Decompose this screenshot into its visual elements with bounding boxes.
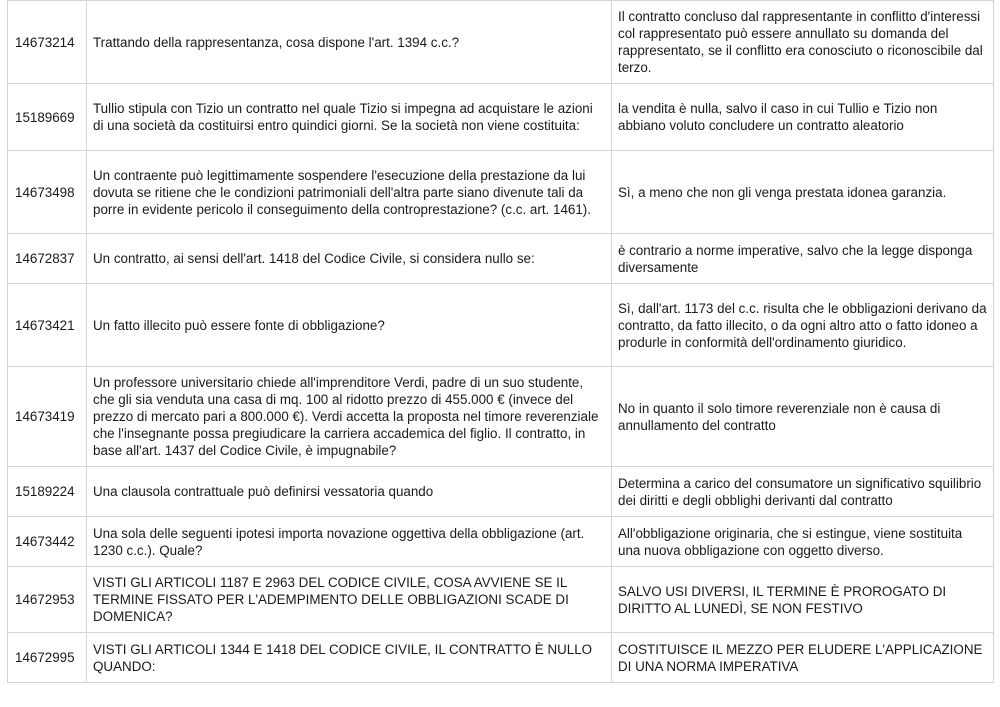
question-id: 14672837 (8, 234, 87, 284)
answer-text: Determina a carico del consumatore un significativo squilibrio dei diritti e degli obblighi derivanti dal contratto (612, 467, 994, 517)
answer-text: Sì, dall'art. 1173 del c.c. risulta che le obbligazioni derivano da contratto, da fatto illecito, o da ogni altro atto o fatto idoneo a produrle in conformità dell'ordinamento giuridico. (612, 284, 994, 367)
answer-text: Sì, a meno che non gli venga prestata idonea garanzia. (612, 151, 994, 234)
question-text: VISTI GLI ARTICOLI 1344 E 1418 DEL CODICE CIVILE, IL CONTRATTO È NULLO QUANDO: (87, 633, 612, 683)
question-text: Tullio stipula con Tizio un contratto nel quale Tizio si impegna ad acquistare le azioni di una società da costituirsi entro quindici giorni. Se la società non viene costituita: (87, 84, 612, 151)
question-id: 15189224 (8, 467, 87, 517)
question-text: VISTI GLI ARTICOLI 1187 E 2963 DEL CODICE CIVILE, COSA AVVIENE SE IL TERMINE FISSATO PER L'ADEMPIMENTO DELLE OBBLIGAZIONI SCADE DI DOMENICA? (87, 567, 612, 633)
answer-text: All'obbligazione originaria, che si estingue, viene sostituita una nuova obbligazione con oggetto diverso. (612, 517, 994, 567)
question-text: Un fatto illecito può essere fonte di obbligazione? (87, 284, 612, 367)
question-id: 14673419 (8, 367, 87, 467)
table-row (8, 517, 994, 567)
answer-text: Il contratto concluso dal rappresentante in conflitto d'interessi col rappresentato può essere annullato su domanda del rappresentato, se il conflitto era conosciuto o riconoscibile dal terzo. (612, 1, 994, 84)
question-id: 14673442 (8, 517, 87, 567)
table-row (8, 467, 994, 517)
question-id: 15189669 (8, 84, 87, 151)
answer-text: No in quanto il solo timore reverenziale non è causa di annullamento del contratto (612, 367, 994, 467)
question-text: Trattando della rappresentanza, cosa dispone l'art. 1394 c.c.? (87, 1, 612, 84)
question-id: 14672953 (8, 567, 87, 633)
question-id: 14673498 (8, 151, 87, 234)
question-id: 14673214 (8, 1, 87, 84)
question-text: Un contratto, ai sensi dell'art. 1418 del Codice Civile, si considera nullo se: (87, 234, 612, 284)
question-text: Un professore universitario chiede all'imprenditore Verdi, padre di un suo studente, che gli sia venduta una casa di mq. 100 al ridotto prezzo di 455.000 € (invece del prezzo di mercato pari a 800.000 €). Verdi accetta la proposta nel timore reverenziale che l'insegnante possa pregiudicare la carriera accademica del figlio. Il contratto, in base all'art. 1437 del Codice Civile, è impugnabile? (87, 367, 612, 467)
table-row (8, 367, 994, 467)
table-row (8, 151, 994, 234)
question-text: Una sola delle seguenti ipotesi importa novazione oggettiva della obbligazione (art. 1230 c.c.). Quale? (87, 517, 612, 567)
answer-text: SALVO USI DIVERSI, IL TERMINE È PROROGATO DI DIRITTO AL LUNEDÌ, SE NON FESTIVO (612, 567, 994, 633)
answer-text: COSTITUISCE IL MEZZO PER ELUDERE L'APPLICAZIONE DI UNA NORMA IMPERATIVA (612, 633, 994, 683)
question-table (7, 0, 994, 683)
question-id: 14673421 (8, 284, 87, 367)
table-row (8, 567, 994, 633)
question-text: Una clausola contrattuale può definirsi vessatoria quando (87, 467, 612, 517)
question-text: Un contraente può legittimamente sospendere l'esecuzione della prestazione da lui dovuta se ritiene che le condizioni patrimoniali dell'altra parte siano divenute tali da porre in evidente pericolo il conseguimento della controprestazione? (c.c. art. 1461). (87, 151, 612, 234)
table-row (8, 284, 994, 367)
answer-text: la vendita è nulla, salvo il caso in cui Tullio e Tizio non abbiano voluto concludere un contratto aleatorio (612, 84, 994, 151)
table-row (8, 234, 994, 284)
table-row (8, 1, 994, 84)
table-row (8, 633, 994, 683)
table-row (8, 84, 994, 151)
answer-text: è contrario a norme imperative, salvo che la legge disponga diversamente (612, 234, 994, 284)
question-id: 14672995 (8, 633, 87, 683)
